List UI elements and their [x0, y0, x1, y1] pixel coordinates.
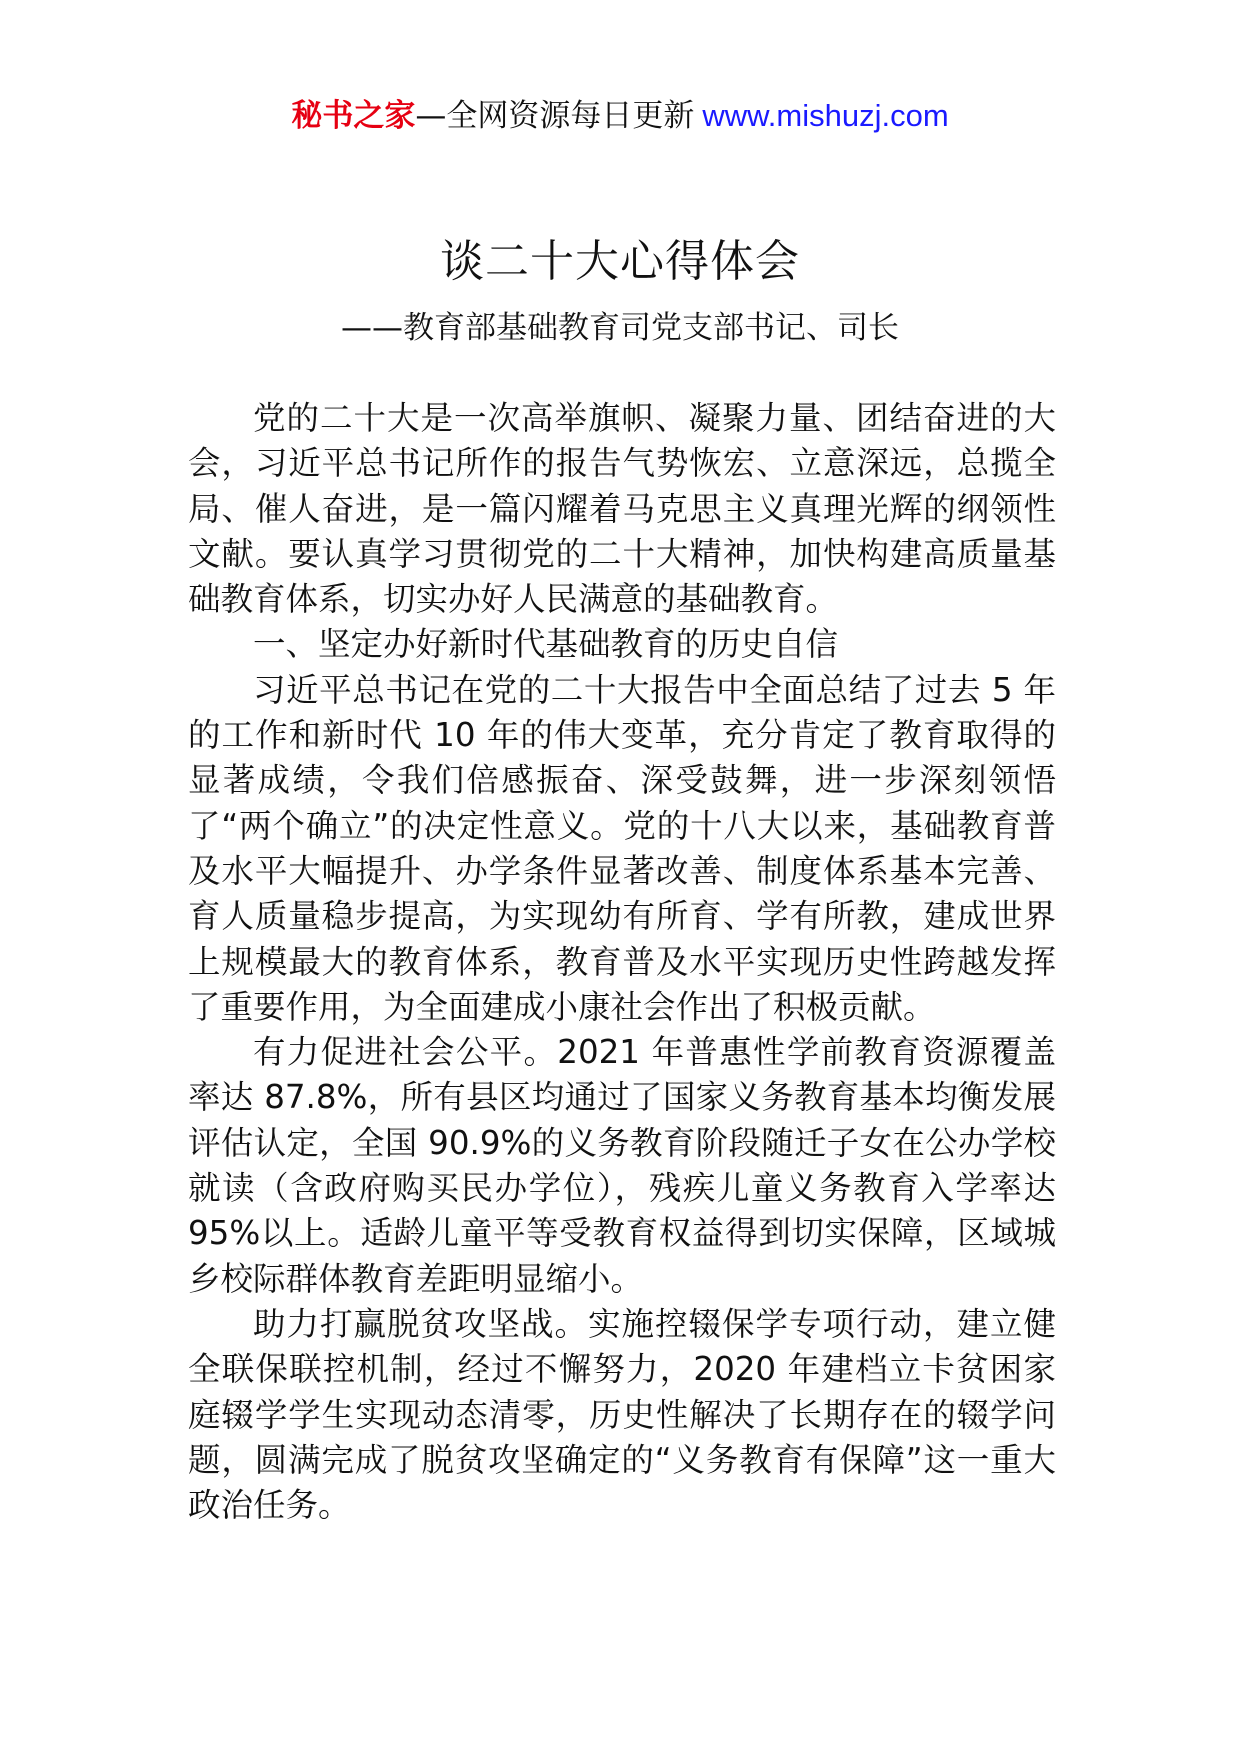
site-url-link[interactable]: www.mishuzj.com: [702, 98, 949, 133]
document-body: [188, 396, 1056, 1528]
site-header: [0, 96, 1240, 136]
document-title: 谈二十大心得体会: [440, 236, 800, 287]
paragraph-poverty-alleviation: 助力打赢脱贫攻坚战。实施控辍保学专项行动，建立健全联保联控机制，经过不懈努力，2020 年建档立卡贫困家庭辍学学生实现动态清零，历史性解决了长期存在的辍学问题，圆满完成了脱贫攻坚确定的“义务教育有保障”这一重大政治任务。: [188, 1304, 1056, 1525]
paragraph-achievements: 习近平总书记在党的二十大报告中全面总结了过去 5 年的工作和新时代 10 年的伟大变革，充分肯定了教育取得的显著成绩，令我们倍感振奋、深受鼓舞，进一步深刻领悟了“两个确立”的决定性意义。党的十八大以来，基础教育普及水平大幅提升、办学条件显著改善、制度体系基本完善、育人质量稳步提高，为实现幼有所育、学有所教，建成世界上规模最大的教育体系，教育普及水平实现历史性跨越发挥了重要作用，为全面建成小康社会作出了积极贡献。: [188, 670, 1056, 1026]
paragraph-intro: 党的二十大是一次高举旗帜、凝聚力量、团结奋进的大会，习近平总书记所作的报告气势恢宏、立意深远，总揽全局、催人奋进，是一篇闪耀着马克思主义真理光辉的纲领性文献。要认真学习贯彻党的二十大精神，加快构建高质量基础教育体系，切实办好人民满意的基础教育。: [188, 399, 1056, 619]
site-tagline: —全网资源每日更新: [415, 98, 695, 134]
site-brand: 秘书之家: [291, 98, 416, 134]
section-heading-1: 一、坚定办好新时代基础教育的历史自信: [253, 625, 839, 664]
document-subtitle: ——教育部基础教育司党支部书记、司长: [341, 310, 899, 346]
paragraph-social-equity: 有力促进社会公平。2021 年普惠性学前教育资源覆盖率达 87.8%，所有县区均通过了国家义务教育基本均衡发展评估认定，全国 90.9%的义务教育阶段随迁子女在公办学校就读（含政府购买民办学位），残疾儿童义务教育入学率达 95%以上。适龄儿童平等受教育权益得到切实保障，区域城乡校际群体教育差距明显缩小。: [188, 1033, 1056, 1298]
